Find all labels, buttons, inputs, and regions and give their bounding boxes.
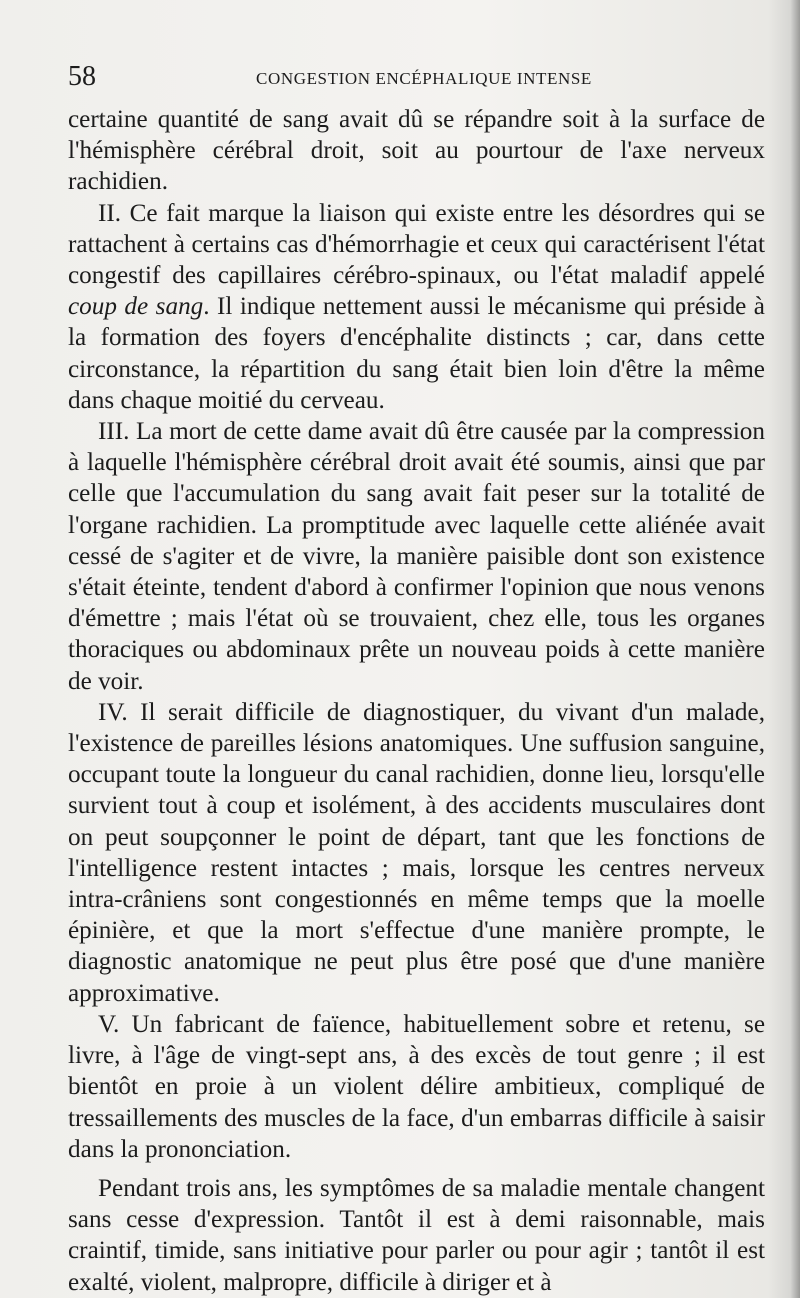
paragraph-text: IV. Il serait difficile de diagnostiquer, du vivant d'un malade, l'existence de pareilles lésions anatomiques. Une suffusion sanguine, occupant toute la longueur du canal rachidien, donne lieu, lorsqu'elle survient tout à coup et isolément, à des accidents musculaires dont on peut soupçonner le point de départ, tant que les fonctions de l'intelligence restent intactes ; mais, lorsque les centres nerveux intra-crâniens sont congestionnés en même temps que la moelle épinière, et que la mort s'effectue d'une manière prompte, le diagnostic anatomique ne peut plus être posé que d'une manière approximative.: [68, 698, 765, 1007]
running-title: CONGESTION ENCÉPHALIQUE INTENSE: [256, 69, 592, 88]
paragraph-v: [68, 1009, 765, 1165]
page-number: 58: [68, 61, 96, 92]
paragraph-text: Pendant trois ans, les symptômes de sa maladie mentale changent sans cesse d'expression. Tantôt il est à demi raisonnable, mais craintif, timide, sans initiative pour parler ou pour agir ; tantôt il est exalté, violent, malpropre, difficile à diriger et à: [68, 1174, 765, 1296]
paragraph-text: . Il indique nettement aussi le mécanisme qui préside à la formation des foyers d'encéphalite distincts ; car, dans cette circonstance, la répartition du sang était bien loin d'être la même dans chaque moitié du cerveau.: [68, 293, 765, 414]
body-text: [68, 104, 765, 1298]
paragraph-text: V. Un fabricant de faïence, habituellement sobre et retenu, se livre, à l'âge de vingt-sept ans, à des excès de tout genre ; il est bientôt en proie à un violent délire ambitieux, compliqué de tressaillements des muscles de la face, d'un embarras difficile à saisir dans la prononciation.: [68, 1010, 765, 1163]
paragraph-text: II. Ce fait marque la liaison qui existe entre les désordres qui se rattachent à certains cas d'hémorrhagie et ceux qui caractérisent l'état congestif des capillaires cérébro-spinaux, ou l'état maladif appelé: [68, 199, 765, 290]
paragraph-continuation: [68, 104, 765, 198]
paragraph-iv: [68, 697, 765, 1009]
italic-term: coup de sang: [68, 293, 204, 321]
page-header: [68, 60, 768, 94]
paragraph-text: III. La mort de cette dame avait dû être causée par la compression à laquelle l'hémisphère cérébral droit avait été soumis, ainsi que par celle que l'accumulation du sang avait fait peser sur la totalité de l'organe rachidien. La promptitude avec laquelle cette aliénée avait cessé de s'agiter et de vivre, la manière paisible dont son existence s'était éteinte, tendent d'abord à confirmer l'opinion que nous venons d'émettre ; mais l'état où se trouvaient, chez elle, tous les organes thoraciques ou abdominaux prête un nouveau poids à cette manière de voir.: [68, 418, 765, 695]
paragraph-pendant: [68, 1173, 765, 1298]
paragraph-text: certaine quantité de sang avait dû se répandre soit à la surface de l'hémisphère cérébral droit, soit au pourtour de l'axe nerveux rachidien.: [68, 106, 765, 196]
page-edge-shadow: [790, 0, 800, 1298]
paragraph-iii: [68, 416, 765, 697]
paragraph-ii: [68, 198, 765, 416]
